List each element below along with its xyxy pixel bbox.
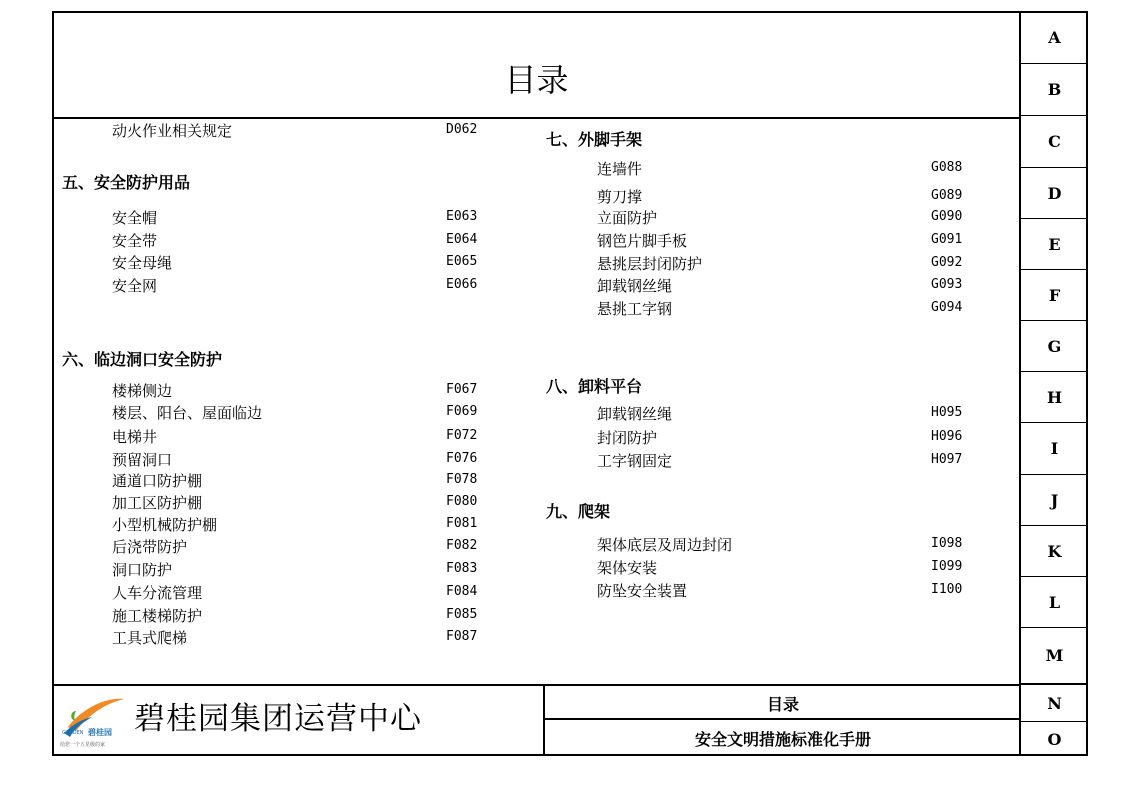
toc-item-label[interactable]: 楼层、阳台、屋面临边: [112, 404, 263, 422]
side-index-n[interactable]: N: [1021, 684, 1088, 722]
toc-item-code: I098: [931, 536, 963, 551]
toc-item-label[interactable]: 卸载钢丝绳: [597, 277, 673, 295]
toc-item-code: H095: [931, 405, 963, 420]
toc-item-code: D062: [446, 122, 478, 137]
section-heading-5: 五、安全防护用品: [62, 173, 191, 192]
toc-item-code: G094: [931, 300, 963, 315]
toc-item-label[interactable]: 工具式爬梯: [112, 629, 188, 647]
toc-item-label[interactable]: 后浇带防护: [112, 538, 188, 556]
title-area: [52, 11, 1021, 119]
toc-item-code: F081: [446, 516, 478, 531]
toc-item-code: F067: [446, 382, 478, 397]
toc-item-label[interactable]: 立面防护: [597, 209, 658, 227]
toc-item-label[interactable]: 悬挑层封闭防护: [597, 255, 703, 273]
toc-item-code: H096: [931, 429, 963, 444]
toc-item-code: H097: [931, 452, 963, 467]
toc-item-code: F082: [446, 538, 478, 553]
toc-item-label[interactable]: 洞口防护: [112, 561, 173, 579]
toc-item-code: I099: [931, 559, 963, 574]
toc-item-label[interactable]: 卸载钢丝绳: [597, 405, 673, 423]
toc-item-code: G088: [931, 160, 963, 175]
toc-item-label[interactable]: 施工楼梯防护: [112, 607, 203, 625]
toc-item-label[interactable]: 小型机械防护棚: [112, 516, 218, 534]
side-index-k[interactable]: K: [1021, 526, 1088, 577]
toc-item-label[interactable]: 电梯井: [112, 428, 158, 446]
toc-item-code: G089: [931, 188, 963, 203]
toc-item-label[interactable]: 安全网: [112, 277, 158, 295]
toc-item-label[interactable]: 动火作业相关规定: [112, 122, 233, 140]
toc-item-code: F078: [446, 472, 478, 487]
toc-item-label[interactable]: 架体底层及周边封闭: [597, 536, 733, 554]
toc-item-code: F069: [446, 404, 478, 419]
footer-section-title: 目录: [766, 695, 799, 714]
side-index-f[interactable]: F: [1021, 270, 1088, 321]
section-heading-6: 六、临边洞口安全防护: [62, 350, 223, 369]
side-index-a[interactable]: A: [1021, 11, 1088, 64]
toc-item-code: I100: [931, 582, 963, 597]
toc-item-label[interactable]: 楼梯侧边: [112, 382, 173, 400]
organization-name: 碧桂园集团运营中心: [134, 701, 422, 737]
toc-item-code: E064: [446, 232, 478, 247]
logo-text: 碧桂园: [88, 728, 112, 737]
toc-item-code: G091: [931, 232, 963, 247]
toc-item-label[interactable]: 安全帽: [112, 209, 158, 227]
toc-item-code: G093: [931, 277, 963, 292]
section-heading-9: 九、爬架: [546, 502, 611, 521]
side-index-c[interactable]: C: [1021, 116, 1088, 168]
toc-item-code: E066: [446, 277, 478, 292]
toc-item-label[interactable]: 钢笆片脚手板: [597, 232, 688, 250]
page-title: 目录: [504, 61, 569, 99]
toc-item-code: G092: [931, 255, 963, 270]
logo-english: GARDEN: [62, 730, 84, 736]
toc-item-label[interactable]: 封闭防护: [597, 429, 658, 447]
side-index-l[interactable]: L: [1021, 577, 1088, 628]
side-index-g[interactable]: G: [1021, 321, 1088, 372]
toc-item-code: G090: [931, 209, 963, 224]
side-index-d[interactable]: D: [1021, 168, 1088, 219]
side-index-o[interactable]: O: [1047, 729, 1062, 749]
toc-item-code: F087: [446, 629, 478, 644]
side-index-j[interactable]: J: [1021, 475, 1088, 526]
toc-item-label[interactable]: 工字钢固定: [597, 452, 673, 470]
side-index-i[interactable]: I: [1021, 423, 1088, 475]
section-heading-8: 八、卸料平台: [546, 377, 643, 396]
section-heading-7: 七、外脚手架: [546, 130, 643, 149]
toc-item-label[interactable]: 防坠安全装置: [597, 582, 688, 600]
toc-item-code: F084: [446, 584, 478, 599]
footer-doc-title: 安全文明措施标准化手册: [694, 730, 871, 749]
toc-item-code: F085: [446, 607, 478, 622]
toc-item-code: F076: [446, 451, 478, 466]
toc-item-label[interactable]: 人车分流管理: [112, 584, 203, 602]
toc-item-code: F072: [446, 428, 478, 443]
toc-item-label[interactable]: 加工区防护棚: [112, 494, 203, 512]
toc-item-label[interactable]: 安全带: [112, 232, 158, 250]
toc-item-label[interactable]: 悬挑工字钢: [597, 300, 673, 318]
toc-item-code: F080: [446, 494, 478, 509]
toc-item-label[interactable]: 剪刀撑: [597, 188, 643, 206]
logo-tagline: 给您一个五星级的家: [60, 742, 106, 748]
toc-item-code: E063: [446, 209, 478, 224]
toc-item-label[interactable]: 连墙件: [597, 160, 643, 178]
footer-divider: [545, 718, 1021, 720]
toc-item-label[interactable]: 安全母绳: [112, 254, 173, 272]
toc-item-label[interactable]: 通道口防护棚: [112, 472, 203, 490]
toc-item-code: E065: [446, 254, 478, 269]
side-index-m[interactable]: M: [1021, 628, 1088, 684]
side-index-h[interactable]: H: [1021, 372, 1088, 423]
side-index-b[interactable]: B: [1021, 64, 1088, 116]
toc-item-code: F083: [446, 561, 478, 576]
toc-item-label[interactable]: 架体安装: [597, 559, 658, 577]
toc-item-label[interactable]: 预留洞口: [112, 451, 173, 469]
side-index-e[interactable]: E: [1021, 219, 1088, 270]
company-logo-icon: [58, 689, 128, 751]
